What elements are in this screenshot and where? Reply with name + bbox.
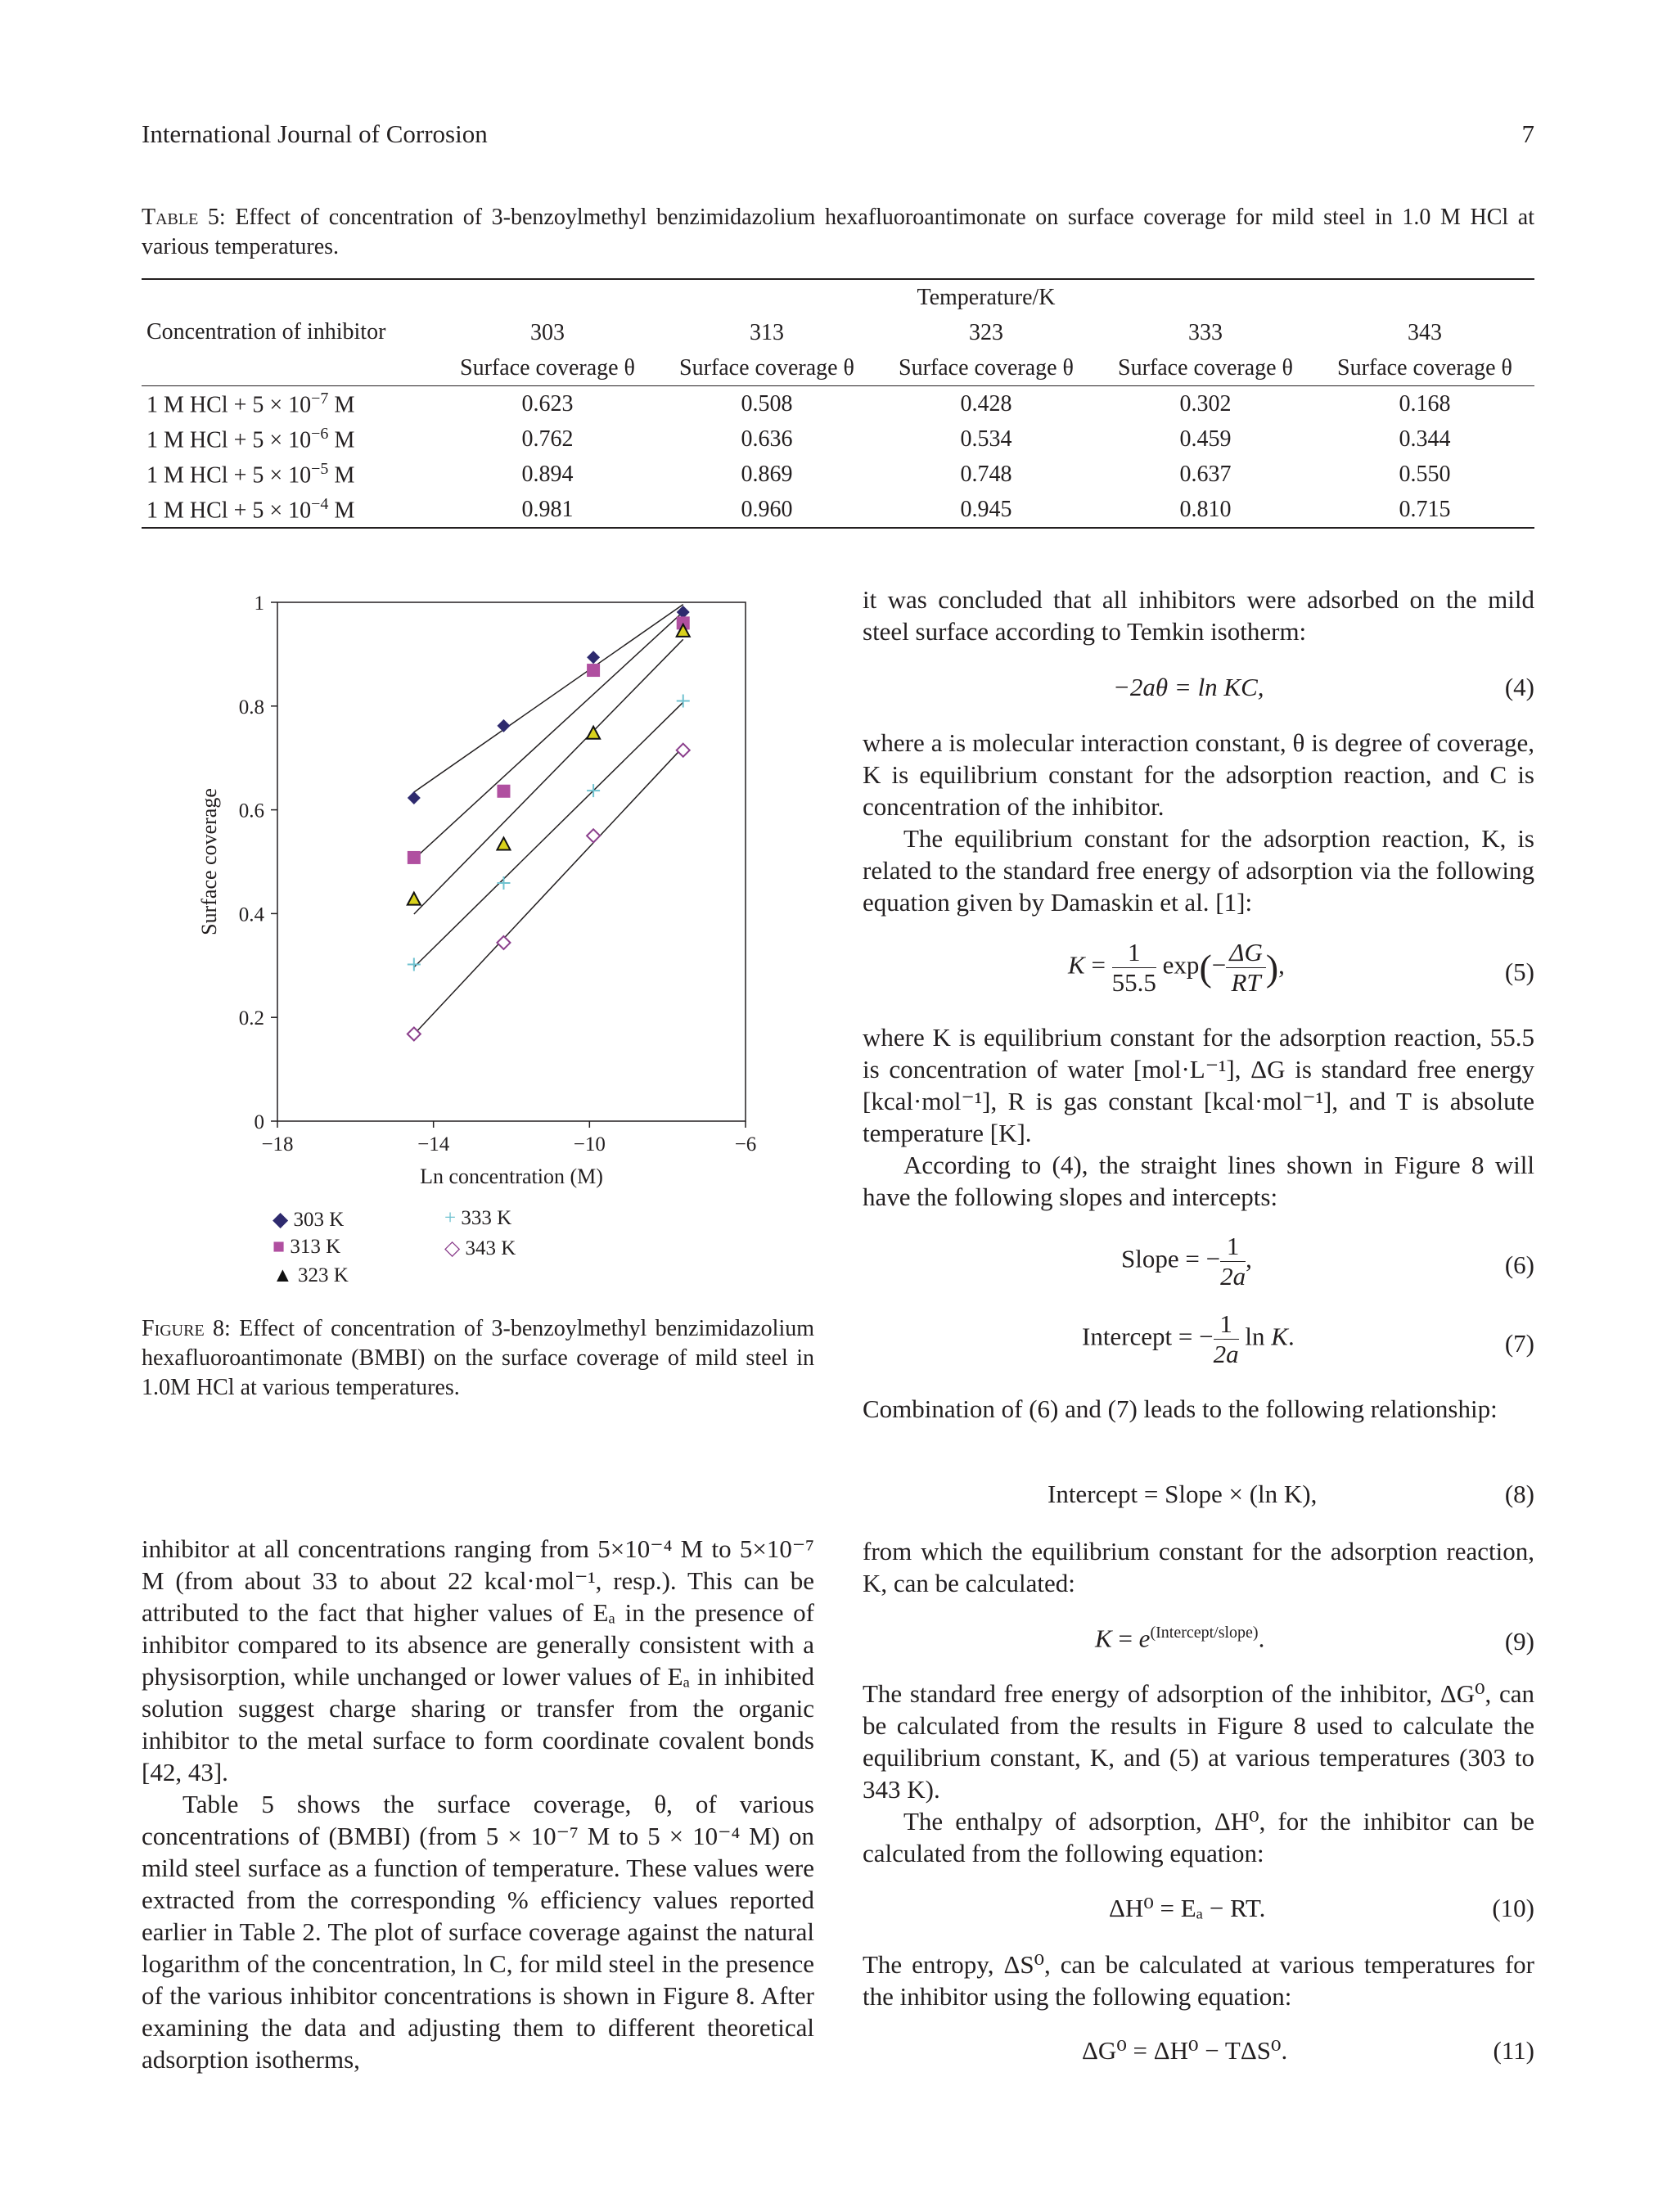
- equation-9-number: (9): [1504, 1627, 1534, 1656]
- fit-line-323-K: [414, 639, 683, 914]
- x-tick-label: −14: [417, 1133, 450, 1156]
- value-cell: 0.810: [1096, 492, 1315, 528]
- sub-header: Surface coverage θ: [1096, 350, 1315, 386]
- temp-header: 323: [969, 319, 1003, 345]
- y-tick-label: 0: [254, 1111, 264, 1133]
- conc-cell: 1 M HCl + $5 \times 10^{-4}$ M: [142, 492, 438, 528]
- temp-header: 313: [750, 319, 784, 345]
- conc-cell: 1 M HCl + $5 \times 10^{-5}$ M: [146, 459, 355, 489]
- value-cell: 0.636: [741, 426, 793, 452]
- equation-5-number: (5): [1504, 957, 1534, 986]
- value-cell: 0.302: [1179, 390, 1232, 417]
- value-cell: 0.459: [1179, 426, 1232, 452]
- value-cell: 0.945: [876, 492, 1096, 528]
- equation-6: Slope = − $\frac{1}{2a}$ ,: [1121, 1232, 1252, 1291]
- legend-marker-triangle: ▲: [273, 1264, 293, 1286]
- left-column: [142, 1533, 814, 2075]
- y-tick-label: 0.2: [238, 1007, 264, 1030]
- equation-4-number: (4): [1504, 673, 1534, 701]
- equation-10: ΔH⁰ = Eₐ − RT.: [1109, 1894, 1266, 1922]
- legend-marker-diamond: ◆: [273, 1209, 289, 1231]
- legend-marker-plus: +: [444, 1207, 457, 1229]
- data-point-303-K: [587, 651, 600, 664]
- value-cell: 0.981: [438, 492, 657, 528]
- temp-header: 343: [1408, 319, 1442, 345]
- x-tick-label: −10: [573, 1133, 606, 1156]
- data-point-343-K: [497, 936, 510, 949]
- row-header: Concentration of inhibitor: [142, 279, 438, 350]
- equation-9: $K = e^{(Intercept/slope)}$.: [1095, 1624, 1265, 1653]
- right-paragraph-4: where K is equilibrium constant for the adsorption reaction, 55.5 is concentration of water [mol·L⁻¹], ΔG is standard free energy [kcal·mol⁻¹], R is gas constant [kcal·mol⁻¹], and T is absolute temperature [K]. According to (4), the straight lines shown in Figure 8 will have the following slopes and intercepts:: [863, 1023, 1534, 1211]
- data-point-333-K: [677, 694, 690, 707]
- equation-5: K = $\frac{1}{55.5}$ exp(− $\frac{\Delta G}{RT}$ ),: [1068, 938, 1285, 997]
- legend-marker-square: ■: [273, 1236, 286, 1258]
- plot-frame: [277, 602, 746, 1121]
- value-cell: 0.637: [1179, 461, 1232, 487]
- table-caption-label: Table 5:: [142, 205, 226, 230]
- value-cell: 0.715: [1315, 492, 1534, 528]
- legend-313: ■ 313 K: [273, 1236, 341, 1258]
- y-tick-label: 0.4: [238, 903, 264, 926]
- table-row: [142, 386, 1534, 422]
- equation-10-number: (10): [1492, 1894, 1534, 1922]
- equation-7: Intercept = − $\frac{1}{2a}$ ln K.: [1082, 1309, 1295, 1368]
- left-paragraph-2: Table 5 shows the surface coverage, θ, of various concentrations of (BMBI) (from 5 × 10⁻⁷ M to 5 × 10⁻⁴ M) on mild steel surface as a function of temperature. These values were extracted from the corresponding % efficiency values reported earlier in Table 2. The plot of surface coverage against the natural logarithm of the concentration, ln C, for mild steel in the presence of the various inhibitor concentrations is shown in Figure 8. After examining the data and adjusting them to different theoretical adsorption isotherms,: [142, 1790, 814, 2074]
- value-cell: 0.508: [741, 390, 793, 417]
- conc-cell: 1 M HCl + $5 \times 10^{-7}$ M: [146, 389, 355, 418]
- fit-line-313-K: [414, 612, 683, 859]
- table-caption: [142, 203, 1534, 262]
- right-paragraph-2: where a is molecular interaction constant, θ is degree of coverage, K is equilibrium constant for the adsorption reaction, and C is concentration of the inhibitor. The equilibrium constant for the adsorption reaction, K, is related to the standard free energy of adsorption via the following equation given by Damaskin et al. [1]:: [863, 728, 1534, 917]
- y-tick-label: 1: [254, 592, 264, 615]
- data-point-343-K: [587, 829, 600, 842]
- y-tick-label: 0.6: [238, 800, 264, 822]
- fit-line-303-K: [414, 605, 683, 792]
- sub-header: Surface coverage θ: [1315, 350, 1534, 386]
- data-point-333-K: [408, 958, 421, 971]
- equation-8-number: (8): [1504, 1480, 1534, 1508]
- right-paragraph-1: it was concluded that all inhibitors were adsorbed on the mild steel surface according to Temkin isotherm:: [863, 585, 1534, 646]
- equation-4: −2aθ = ln KC,: [1113, 673, 1264, 701]
- legend-333: + 333 K: [444, 1207, 512, 1229]
- table-row: [142, 421, 1534, 457]
- figure-8-chart: [142, 573, 837, 1309]
- temp-header: 303: [530, 319, 565, 345]
- value-cell: 0.748: [960, 461, 1012, 487]
- value-cell: 0.623: [521, 390, 574, 417]
- figure-caption-label: Figure 8:: [142, 1316, 231, 1341]
- right-paragraph-7: from which the equilibrium constant for the adsorption reaction, K, can be calculated:: [863, 1537, 1534, 1597]
- legend-323: ▲ 323 K: [273, 1264, 349, 1286]
- figure-caption: [142, 1314, 814, 1403]
- table-5: [142, 278, 1534, 529]
- value-cell: 0.894: [521, 461, 574, 487]
- data-point-313-K: [497, 785, 510, 798]
- data-point-313-K: [408, 851, 421, 864]
- value-cell: 0.344: [1399, 426, 1451, 452]
- conc-cell: 1 M HCl + $5 \times 10^{-6}$ M: [146, 424, 355, 453]
- equation-6-number: (6): [1504, 1250, 1534, 1279]
- legend-303: ◆ 303 K: [273, 1209, 345, 1231]
- figure-caption-text: Effect of concentration of 3-benzoylmethyl benzimidazolium hexafluoroantimonate (BMBI) on the surface coverage of mild steel in 1.0M HCl at various temperatures.: [142, 1316, 814, 1400]
- data-point-323-K: [408, 893, 421, 905]
- fit-line-343-K: [414, 747, 683, 1034]
- data-point-343-K: [677, 744, 690, 757]
- data-point-323-K: [497, 837, 510, 849]
- value-cell: 0.534: [960, 426, 1012, 452]
- group-header: Temperature/K: [438, 279, 1534, 315]
- right-paragraph-8: The standard free energy of adsorption of the inhibitor, ΔG⁰, can be calculated from the results in Figure 8 used to calculate the equilibrium constant, K, and (5) at various temperatures (303 to 343 K). The enthalpy of adsorption, ΔH⁰, for the inhibitor can be calculated from the following equation:: [863, 1679, 1534, 1867]
- x-tick-label: −18: [261, 1133, 294, 1156]
- table-caption-text: Effect of concentration of 3-benzoylmethyl benzimidazolium hexafluoroantimonate on surface coverage for mild steel in 1.0 M HCl at various temperatures.: [142, 205, 1535, 259]
- table-row: [142, 492, 1534, 528]
- data-point-333-K: [497, 876, 510, 890]
- sub-header: Surface coverage θ: [876, 350, 1096, 386]
- journal-title: International Journal of Corrosion: [142, 119, 488, 148]
- data-point-303-K: [408, 791, 421, 804]
- right-paragraph-10: The entropy, ΔS⁰, can be calculated at various temperatures for the inhibitor using the following equation:: [863, 1950, 1534, 2011]
- right-paragraph-6: Combination of (6) and (7) leads to the following relationship:: [863, 1394, 1498, 1423]
- temp-header: 333: [1188, 319, 1223, 345]
- value-cell: 0.960: [657, 492, 876, 528]
- x-tick-label: −6: [734, 1133, 757, 1156]
- value-cell: 0.428: [960, 390, 1012, 417]
- sub-header: Surface coverage θ: [438, 350, 657, 386]
- legend-marker-open-diamond: ◇: [444, 1237, 461, 1259]
- sub-header: Surface coverage θ: [657, 350, 876, 386]
- page-number: 7: [1521, 119, 1534, 148]
- legend-343: ◇ 343 K: [444, 1237, 516, 1259]
- data-point-303-K: [497, 719, 510, 732]
- value-cell: 0.550: [1399, 461, 1451, 487]
- data-point-313-K: [587, 664, 600, 677]
- value-cell: 0.762: [521, 426, 574, 452]
- left-paragraph-1: inhibitor at all concentrations ranging from 5×10⁻⁴ M to 5×10⁻⁷ M (from about 33 to about 22 kcal·mol⁻¹, resp.). This can be attributed to the fact that higher values of Eₐ in the presence of inhibitor compared to its absence are generally consistent with a physisorption, while unchanged or lower values of Eₐ in inhibited solution suggest charge sharing or transfer from the organic inhibitor to the metal surface to form coordinate covalent bonds [42, 43].: [142, 1534, 814, 1786]
- equation-11-number: (11): [1493, 2036, 1534, 2065]
- y-tick-label: 0.8: [238, 696, 264, 719]
- value-cell: 0.869: [741, 461, 793, 487]
- y-axis-label: Surface coverage: [197, 788, 221, 935]
- x-axis-label: Ln concentration (M): [420, 1165, 603, 1188]
- table-row: [142, 457, 1534, 492]
- data-point-323-K: [587, 727, 600, 739]
- equation-7-number: (7): [1504, 1329, 1534, 1358]
- equation-8: Intercept = Slope × (ln K),: [1048, 1480, 1318, 1508]
- equation-11: ΔG⁰ = ΔH⁰ − TΔS⁰.: [1082, 2036, 1288, 2065]
- value-cell: 0.168: [1399, 390, 1451, 417]
- fit-line-333-K: [414, 702, 683, 967]
